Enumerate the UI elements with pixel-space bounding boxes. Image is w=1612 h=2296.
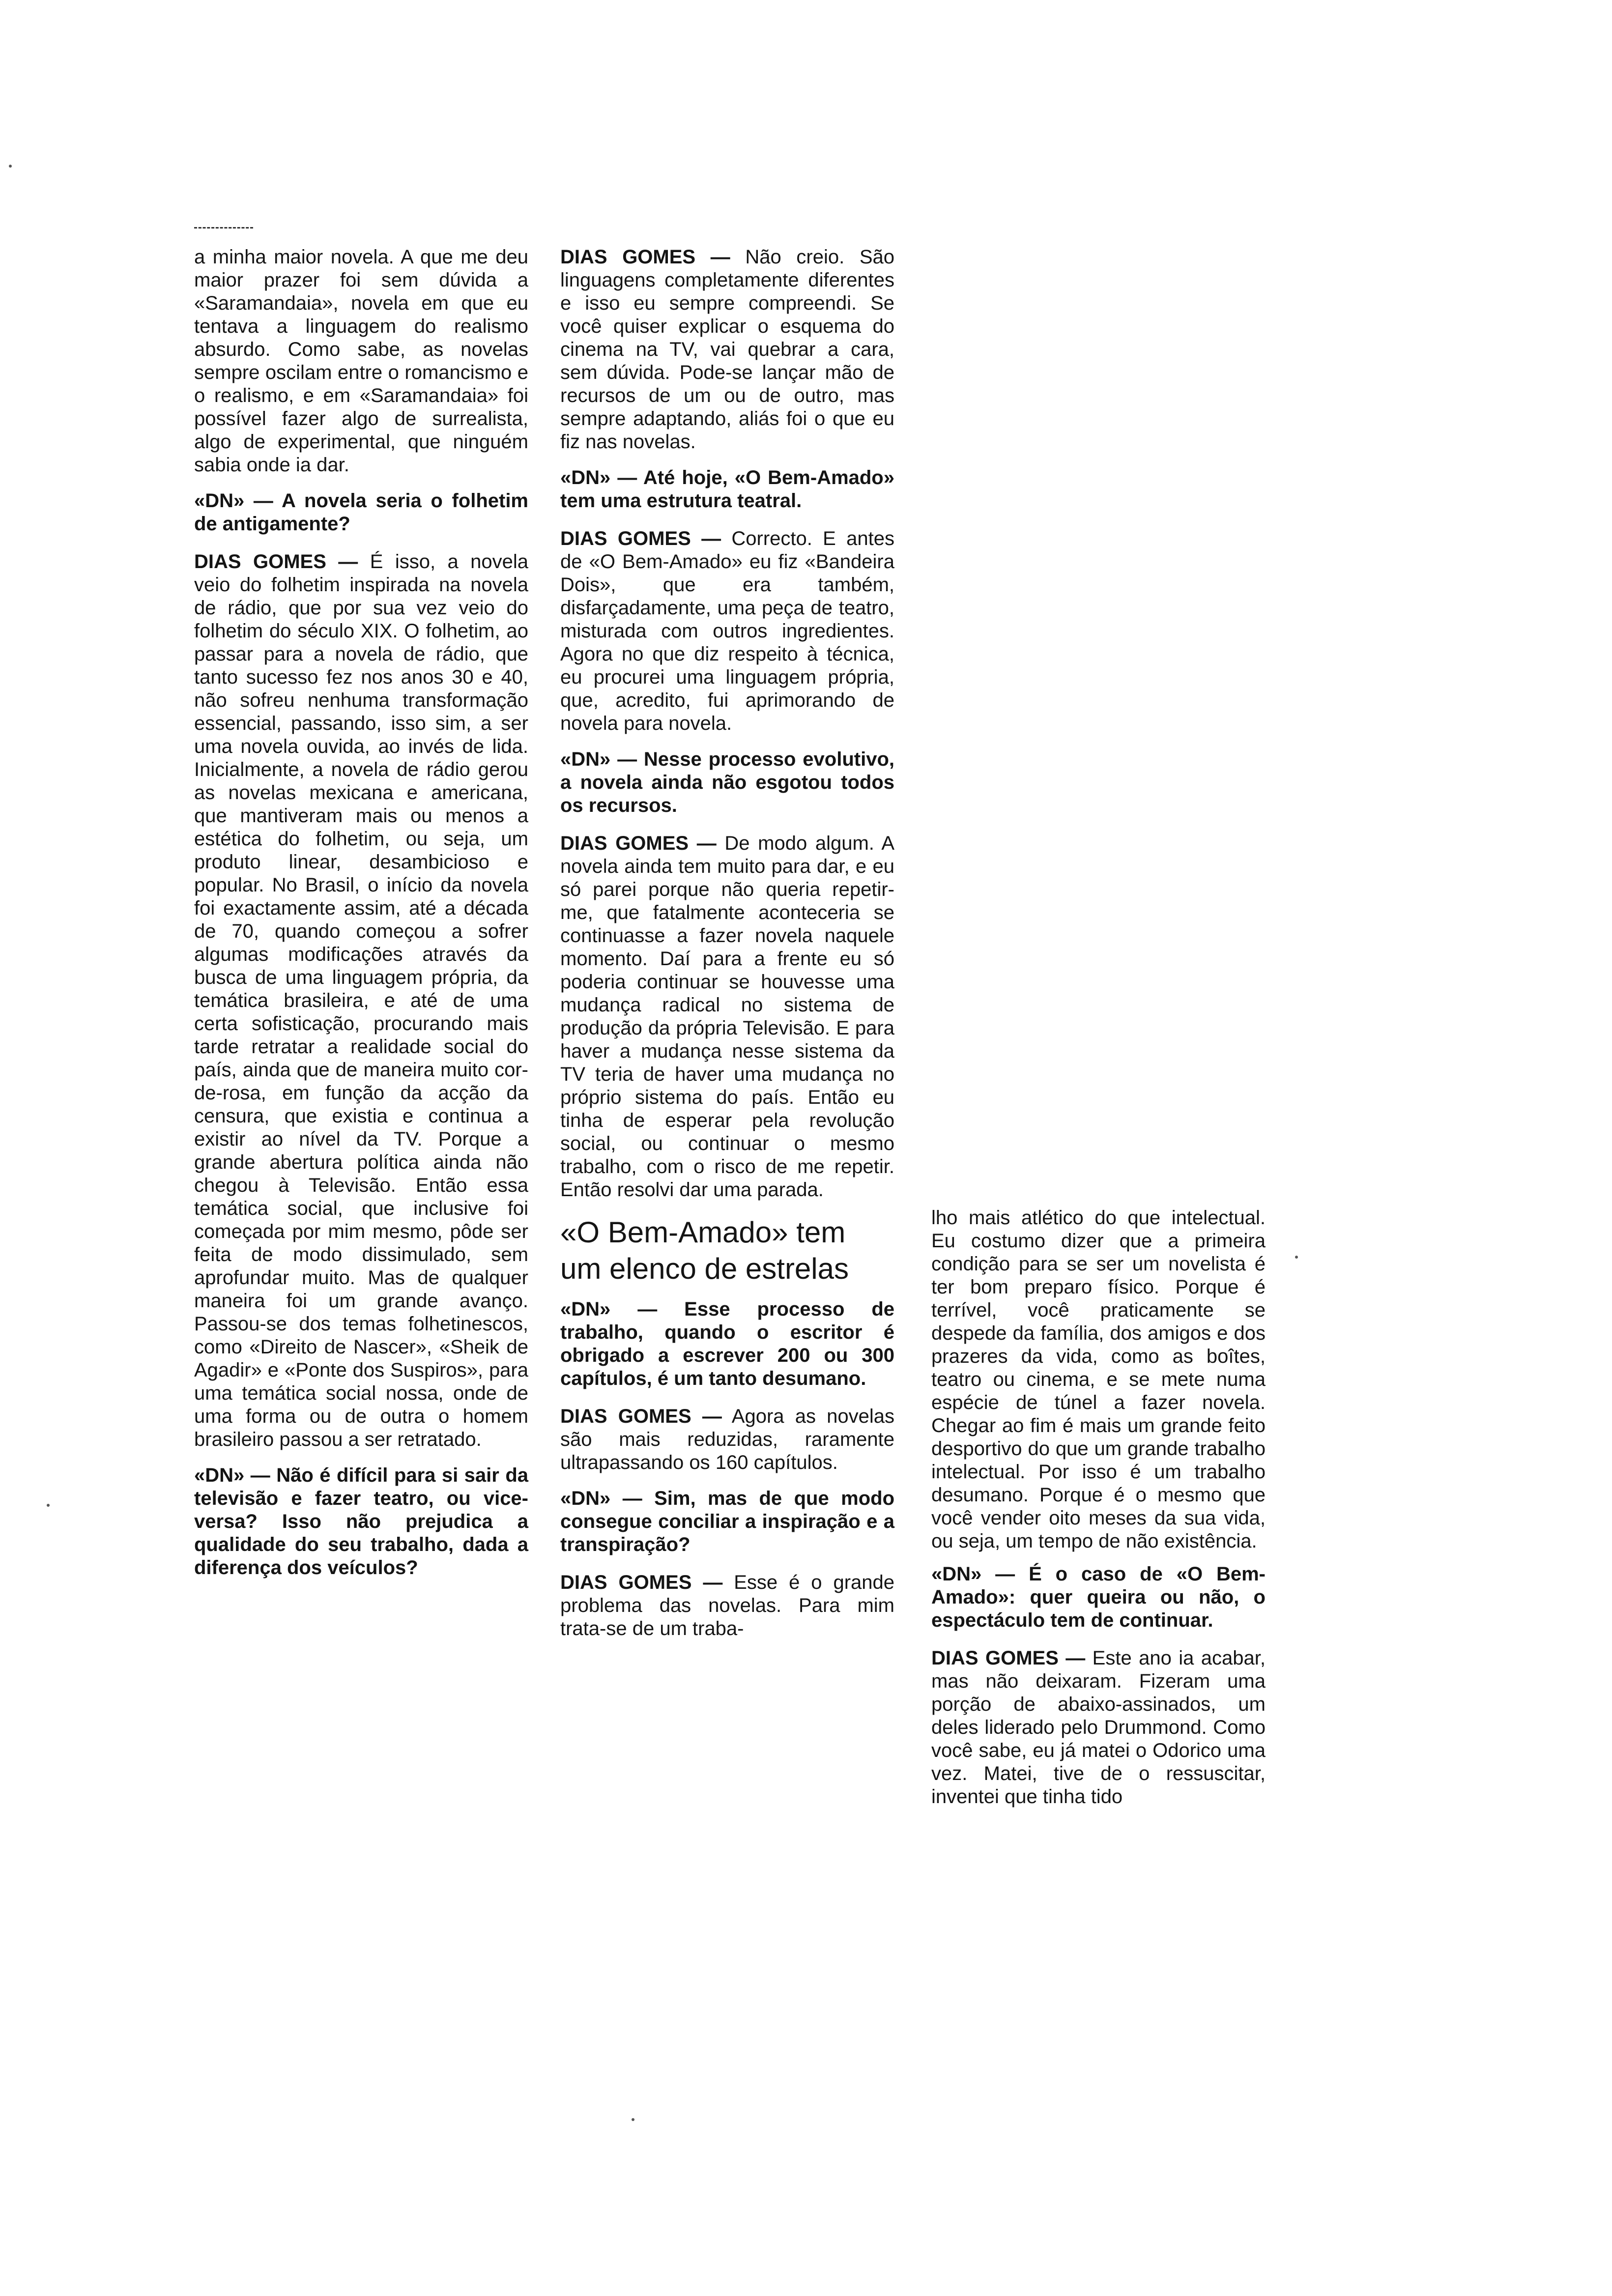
interview-question: «DN» — A novela seria o folhetim de antigamente? bbox=[194, 490, 528, 535]
answer-text: Agora as novelas são mais reduzidas, raramente ultrapassando os 160 capítulos. bbox=[560, 1406, 894, 1473]
speaker-label: DIAS GOMES — bbox=[194, 551, 358, 573]
interview-answer bbox=[931, 1647, 1266, 1808]
speaker-label: DIAS GOMES — bbox=[560, 1406, 722, 1427]
scan-speck bbox=[47, 1504, 50, 1507]
interview-question: «DN» — É o caso de «O Bem-Amado»: quer queira ou não, o espectáculo tem de continuar. bbox=[931, 1563, 1266, 1631]
speaker-label: DIAS GOMES — bbox=[560, 832, 717, 854]
section-subheading: «O Bem-Amado» tem um elenco de estrelas bbox=[560, 1216, 849, 1285]
interview-question: «DN» — Não é difícil para si sair da televisão e fazer teatro, ou vice-versa? Isso não prejudica a qualidade do seu trabalho, dada a diferença dos veículos? bbox=[194, 1464, 528, 1578]
body-paragraph: a minha maior novela. A que me deu maior prazer foi sem dúvida a «Saramandaia», novela em que eu tentava a linguagem do realismo absurdo. Como sabe, as novelas sempre oscilam entre o romancismo e o realismo, e em «Saramandaia» foi possível fazer algo de surrealista, algo de experimental, que ninguém sabia onde ia dar. bbox=[194, 246, 528, 476]
interview-question: «DN» — Nesse processo evolutivo, a novela ainda não esgotou todos os recursos. bbox=[560, 748, 894, 816]
interview-answer bbox=[194, 550, 528, 1451]
interview-question: «DN» — Até hoje, «O Bem-Amado» tem uma estrutura teatral. bbox=[560, 467, 894, 512]
article-column-2 bbox=[560, 246, 894, 1653]
scan-speck bbox=[1295, 1256, 1298, 1259]
speaker-label: DIAS GOMES — bbox=[560, 1572, 723, 1593]
answer-text: É isso, a novela veio do folhetim inspirada na novela de rádio, que por sua vez veio do folhetim do século XIX. O folhetim, ao passar para a novela de rádio, que tanto sucesso fez nos anos 30 e 40, não sofreu nenhuma transformação essencial, passando, isso sim, a ser uma novela ouvida, ao invés de lida. Inicialmente, a novela de rádio gerou as novelas mexicana e americana, que mantiveram mais ou menos a estética do folhetim, ou seja, um produto linear, desambicioso e popular. No Brasil, o início da novela foi exactamente assim, até a década de 70, quando começou a sofrer algumas modificações através da busca de uma linguagem própria, da temática brasileira, e até de uma certa sofisticação, procurando mais tarde retratar a realidade social do país, ainda que de maneira muito cor-de-rosa, em função da acção da censura, que existia e continua a existir ao nível da TV. Porque a grande abertura política ainda não chegou à Televisão. Então essa temática social, que inclusive foi começada por mim mesmo, pôde ser feita de modo dissimulado, sem aprofundar muito. Mas de qualquer maneira foi um grande avanço. Passou-se dos temas folhetinescos, como «Direito de Nascer», «Sheik de Agadir» e «Ponte dos Suspiros», para uma temática social nossa, onde de uma forma ou de outra o homem brasileiro passou a ser retratado. bbox=[194, 551, 529, 1450]
interview-answer bbox=[560, 246, 894, 454]
answer-text: Correcto. E antes de «O Bem-Amado» eu fiz «Bandeira Dois», que era também, disfarçadamente, uma peça de teatro, misturada com outros ingredientes. Agora no que diz respeito à técnica, eu procurei uma linguagem própria, que, acredito, fui aprimorando de novela para novela. bbox=[560, 528, 894, 734]
article-column-1 bbox=[194, 246, 528, 1594]
body-paragraph: lho mais atlético do que intelectual. Eu costumo dizer que a primeira condição para se ser um novelista é ter bom preparo físico. Porque é terrível, você praticamente se despede da família, dos amigos e dos prazeres da vida, como as boîtes, teatro ou cinema, e se mete numa espécie de túnel a fazer novela. Chegar ao fim é mais um grande feito desportivo do que um grande trabalho intelectual. Por isso é um trabalho desumano. Porque é o mesmo que você vender oito meses da sua vida, ou seja, um tempo de não existência. bbox=[931, 1207, 1266, 1552]
article-column-3 bbox=[931, 1206, 1266, 1821]
interview-question: «DN» — Sim, mas de que modo consegue conciliar a inspiração e a transpiração? bbox=[560, 1488, 894, 1555]
interview-answer bbox=[560, 527, 894, 735]
interview-answer bbox=[560, 1571, 894, 1640]
scan-speck bbox=[9, 165, 12, 168]
answer-text: De modo algum. A novela ainda tem muito para dar, e eu só parei porque não queria repetir-me, que fatalmente aconteceria se continuasse a fazer novela naquele momento. Daí para a frente eu só poderia continuar se houvesse uma mudança radical no sistema de produção da própria Televisão. E para haver a mudança nesse sistema da TV teria de haver uma mudança no próprio sistema do país. Então eu tinha de esperar pela revolução social, ou continuar o mesmo trabalho, com o risco de me repetir. Então resolvi dar uma parada. bbox=[560, 832, 894, 1201]
speaker-label: DIAS GOMES — bbox=[560, 246, 730, 268]
scan-speck bbox=[632, 2118, 634, 2121]
interview-answer bbox=[560, 832, 894, 1202]
speaker-label: DIAS GOMES — bbox=[931, 1647, 1086, 1669]
interview-answer bbox=[560, 1405, 894, 1474]
answer-text: Não creio. São linguagens completamente diferentes e isso eu sempre compreendi. Se você quiser explicar o esquema do cinema na TV, vai quebrar a cara, sem dúvida. Pode-se lançar mão de recursos de um ou de outro, mas sempre adaptando, aliás foi o que eu fiz nas novelas. bbox=[560, 246, 895, 453]
answer-text: Este ano ia acabar, mas não deixaram. Fizeram uma porção de abaixo-assinados, um deles liderado pelo Drummond. Como você sabe, eu já matei o Odorico uma vez. Matei, tive de o ressuscitar, inventei que tinha tido bbox=[931, 1647, 1266, 1808]
interview-question: «DN» — Esse processo de trabalho, quando o escritor é obrigado a escrever 200 ou 300 capítulos, é um tanto desumano. bbox=[560, 1298, 894, 1389]
answer-text: Esse é o grande problema das novelas. Para mim trata-se de um traba- bbox=[560, 1572, 894, 1639]
speaker-label: DIAS GOMES — bbox=[560, 528, 721, 549]
header-dash-mark bbox=[194, 227, 253, 232]
